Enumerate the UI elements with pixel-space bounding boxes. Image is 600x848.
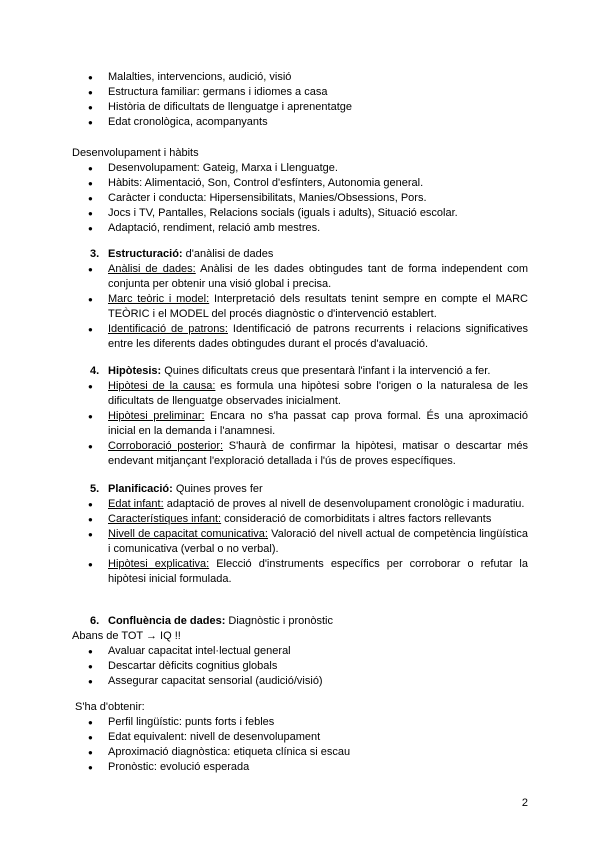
list-item [0,512,600,527]
section-heading [0,247,600,262]
list-item: ● Edat equivalent: nivell de desenvolupament [0,730,600,745]
obtain-heading: S'ha d'obtenir: [72,701,145,713]
list-item [0,439,600,469]
item-text: adaptació de proves al nivell de desenvolupament cronològic i maduratiu. [163,498,525,510]
list-item [0,527,600,557]
item-text: Elecció d'instruments específics per corroborar o refutar la hipòtesi inicial formulada. [108,558,528,585]
section-number: 5. [90,483,100,495]
list-item: ● Desenvolupament: Gateig, Marxa i Llenguatge. [0,161,600,176]
section-subtitle: Diagnòstic i pronòstic [225,615,333,627]
item-term: Hipòtesi explicativa: [108,558,210,570]
section-estructuracio [0,247,600,352]
obtain-section [0,700,600,775]
list-item [0,322,600,352]
list-item: ● Edat cronològica, acompanyants [0,115,600,130]
item-text: Valoració del nivell actual de competència lingüística i comunicativa (verbal o no verbal). [108,528,528,555]
top-list [0,70,600,130]
item-term: Marc teòric i model: [108,293,210,305]
page-number: 2 [521,797,528,809]
list-item [0,409,600,439]
list-item [0,262,600,292]
item-term: Nivell de capacitat comunicativa: [108,528,268,540]
section-hipotesis [0,364,600,469]
list-item [0,292,600,322]
section-subtitle: d'anàlisi de dades [182,248,274,260]
section-title: Estructuració: [108,248,183,260]
item-text: es formula una hipòtesi sobre l'origen o la naturalesa de les dificultats de llenguatge observades inicialment. [108,380,528,407]
section-title: Hipòtesis: [108,365,162,377]
section-heading: Desenvolupament i hàbits [72,147,199,159]
section-confluencia [0,614,600,689]
list-item: ● Perfil lingüístic: punts forts i febles [0,715,600,730]
list-item [0,497,600,512]
item-text: Identificació de patrons recurrents i relacions significatives entre les diferents dades obtingudes durant el procés d'avaluació. [108,323,529,350]
section-planificacio [0,482,600,587]
list-item: ● Pronòstic: evolució esperada [0,760,600,775]
item-term: Edat infant: [108,498,164,510]
list-item: ● Assegurar capacitat sensorial (audició/visió) [0,674,600,689]
list-item: ● Jocs i TV, Pantalles, Relacions socials (iguals i adults), Situació escolar. [0,206,600,221]
list-item: ● Adaptació, rendiment, relació amb mestres. [0,221,600,236]
item-text: Encara no s'ha passat cap prova formal. És una aproximació inicial en la demanda i l'anamnesi. [108,410,528,437]
item-term: Característiques infant: [108,513,222,525]
item-term: Anàlisi de dades: [108,263,196,275]
section-title: Planificació: [108,483,173,495]
item-term: Hipòtesi de la causa: [108,380,216,392]
item-term: Hipòtesi preliminar: [108,410,205,422]
habits-section [0,146,600,236]
list-item [0,379,600,409]
item-text: S'haurà de confirmar la hipòtesi, matisar o descartar més endevant mitjançant l'exploració detallada i l'ús de proves específiques. [108,440,528,467]
list-item: ● Estructura familiar: germans i idiomes a casa [0,85,600,100]
section-heading [0,614,600,629]
list-item: ● Descartar dèficits cognitius globals [0,659,600,674]
list-item: ● Malalties, intervencions, audició, visió [0,70,600,85]
iq-note: Abans de TOT → IQ !! [72,630,181,642]
list-item: ● Aproximació diagnòstica: etiqueta clínica si escau [0,745,600,760]
list-item: ● Història de dificultats de llenguatge i aprenentatge [0,100,600,115]
section-title: Confluència de dades: [108,615,226,627]
item-text: Anàlisi de les dades obtingudes tant de forma independent com conjunta per obtenir una visió global i precisa. [108,263,528,290]
list-item [0,557,600,587]
list-item: ● Avaluar capacitat intel·lectual general [0,644,600,659]
section-heading [0,364,600,379]
section-number: 4. [90,365,100,377]
section-subtitle: Quines proves fer [172,483,263,495]
section-subtitle: Quines dificultats creus que presentarà l'infant i la intervenció a fer. [161,365,491,377]
item-text: consideració de comorbiditats i altres factors rellevants [221,513,492,525]
item-term: Identificació de patrons: [108,323,228,335]
list-item: ● Hàbits: Alimentació, Son, Control d'esfínters, Autonomia general. [0,176,600,191]
item-term: Corroboració posterior: [108,440,224,452]
section-number: 3. [90,248,100,260]
list-item: ● Caràcter i conducta: Hipersensibilitats, Manies/Obsessions, Pors. [0,191,600,206]
section-number: 6. [90,615,100,627]
item-text: Interpretació dels resultats tenint sempre en compte el MARC TEÒRIC i el MODEL del procés diagnòstic o d'intervenció establert. [108,293,528,320]
section-heading [0,482,600,497]
